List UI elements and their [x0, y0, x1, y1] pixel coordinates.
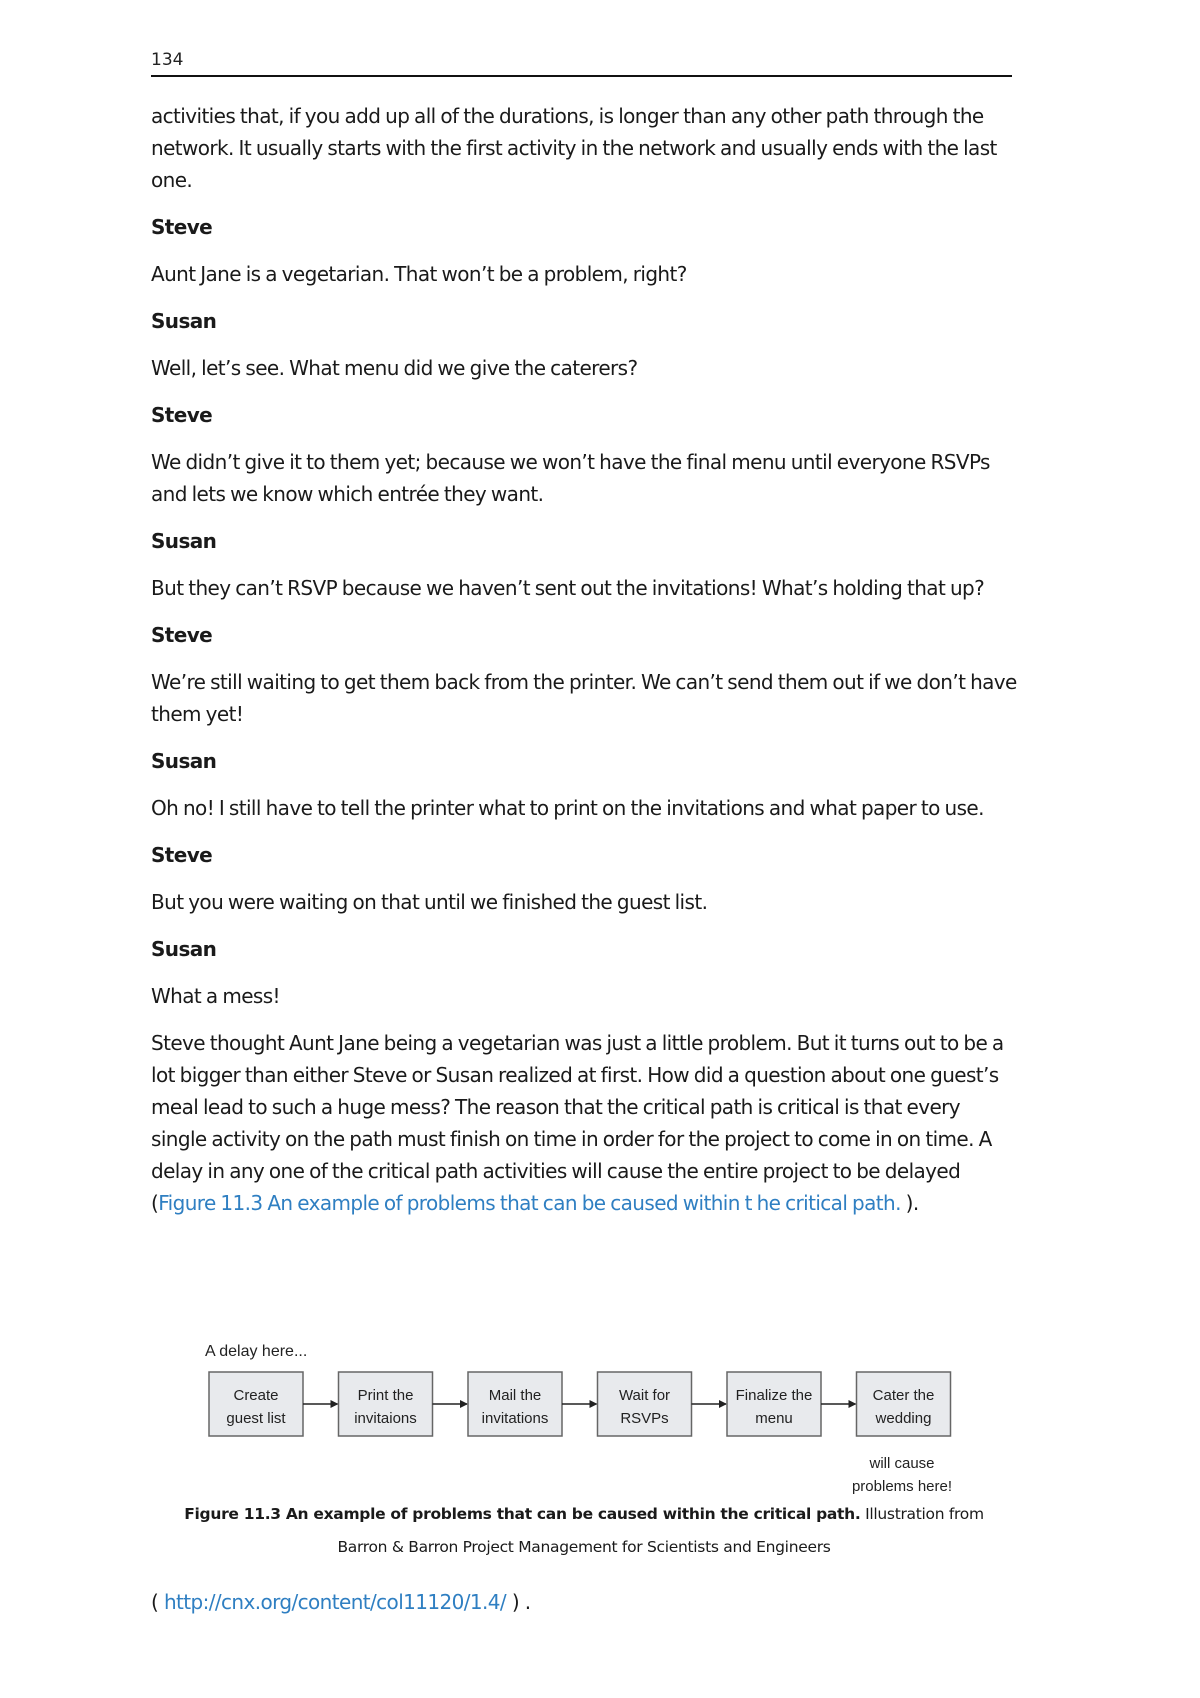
- source-suffix: ) .: [506, 1590, 531, 1614]
- header-rule: [151, 75, 1012, 77]
- source-url-link[interactable]: http://cnx.org/content/col11120/1.4/: [163, 1590, 507, 1614]
- delay-note: A delay here...: [205, 1343, 308, 1360]
- dialogue-line: Well, let’s see. What menu did we give the caterers?: [151, 356, 638, 380]
- dialogue-line: We didn’t give it to them yet; because we won’t have the final menu until everyone RSVPs and lets we know which entrée they want.: [151, 450, 990, 506]
- body-text: [151, 100, 1017, 1219]
- closing-paragraph-text: Steve thought Aunt Jane being a vegetarian was just a little problem. But it turns out to be a lot bigger than either Steve or Susan realized at first. How did a question about one guest’s meal lead to such a huge mess? The reason that the critical path is critical is that every single activity on the path must finish on time in order for the project to come in on time. A delay in any one of the critical path activities will cause the entire project to be delayed (: [151, 1031, 1004, 1215]
- flow-step-label: Cater the: [872, 1387, 935, 1404]
- flow-step-label: menu: [755, 1410, 793, 1427]
- dialogue-line: But they can’t RSVP because we haven’t sent out the invitations! What’s holding that up?: [151, 576, 985, 600]
- flow-step-label: Print the: [357, 1387, 414, 1404]
- closing-paragraph-end: ).: [905, 1191, 919, 1215]
- speaker-name: Steve: [151, 623, 213, 647]
- flow-step-label: guest list: [226, 1410, 286, 1427]
- dialogue-line: We’re still waiting to get them back from the printer. We can’t send them out if we don’t have them yet!: [151, 670, 1017, 726]
- speaker-name: Susan: [151, 309, 217, 333]
- source-line: [151, 1590, 531, 1614]
- flow-step-label: invitations: [481, 1410, 549, 1427]
- critical-path-figure: [205, 1336, 965, 1498]
- flow-step-label: RSVPs: [620, 1410, 669, 1427]
- flow-step-label: Finalize the: [735, 1387, 813, 1404]
- dialogue-line: Oh no! I still have to tell the printer what to print on the invitations and what paper to use.: [151, 796, 984, 820]
- figure-caption: [151, 1498, 1017, 1564]
- closing-paragraph: [151, 1027, 1017, 1219]
- critical-path-diagram: [205, 1336, 965, 1498]
- speaker-name: Susan: [151, 529, 217, 553]
- dialogue-line: What a mess!: [151, 984, 280, 1008]
- caption-credit-source: Barron & Barron Project Management for Scientists and Engineers: [337, 1538, 831, 1556]
- speaker-name: Susan: [151, 937, 217, 961]
- flow-step-label: Wait for: [618, 1387, 671, 1404]
- consequence-note-line2: problems here!: [851, 1478, 953, 1495]
- caption-title: Figure 11.3 An example of problems that can be caused within the critical path.: [184, 1505, 861, 1523]
- flow-step-label: Create: [233, 1387, 279, 1404]
- speaker-name: Steve: [151, 843, 213, 867]
- dialogue-line: But you were waiting on that until we finished the guest list.: [151, 890, 708, 914]
- speaker-name: Steve: [151, 215, 213, 239]
- flow-step-label: wedding: [875, 1410, 932, 1427]
- consequence-note-line1: will cause: [869, 1455, 935, 1472]
- figure-reference-link[interactable]: Figure 11.3 An example of problems that can be caused within t he critical path.: [158, 1191, 906, 1215]
- dialogue-line: Aunt Jane is a vegetarian. That won’t be a problem, right?: [151, 262, 687, 286]
- flow-step-label: invitaions: [354, 1410, 417, 1427]
- flow-steps: [209, 1372, 951, 1436]
- page-number: 134: [151, 50, 184, 70]
- flow-step-label: Mail the: [488, 1387, 542, 1404]
- source-prefix: (: [151, 1590, 164, 1614]
- caption-credit: Illustration from: [865, 1505, 984, 1523]
- intro-paragraph: activities that, if you add up all of the durations, is longer than any other path through the network. It usually starts with the first activity in the network and usually ends with the last one.: [151, 104, 997, 192]
- speaker-name: Steve: [151, 403, 213, 427]
- speaker-name: Susan: [151, 749, 217, 773]
